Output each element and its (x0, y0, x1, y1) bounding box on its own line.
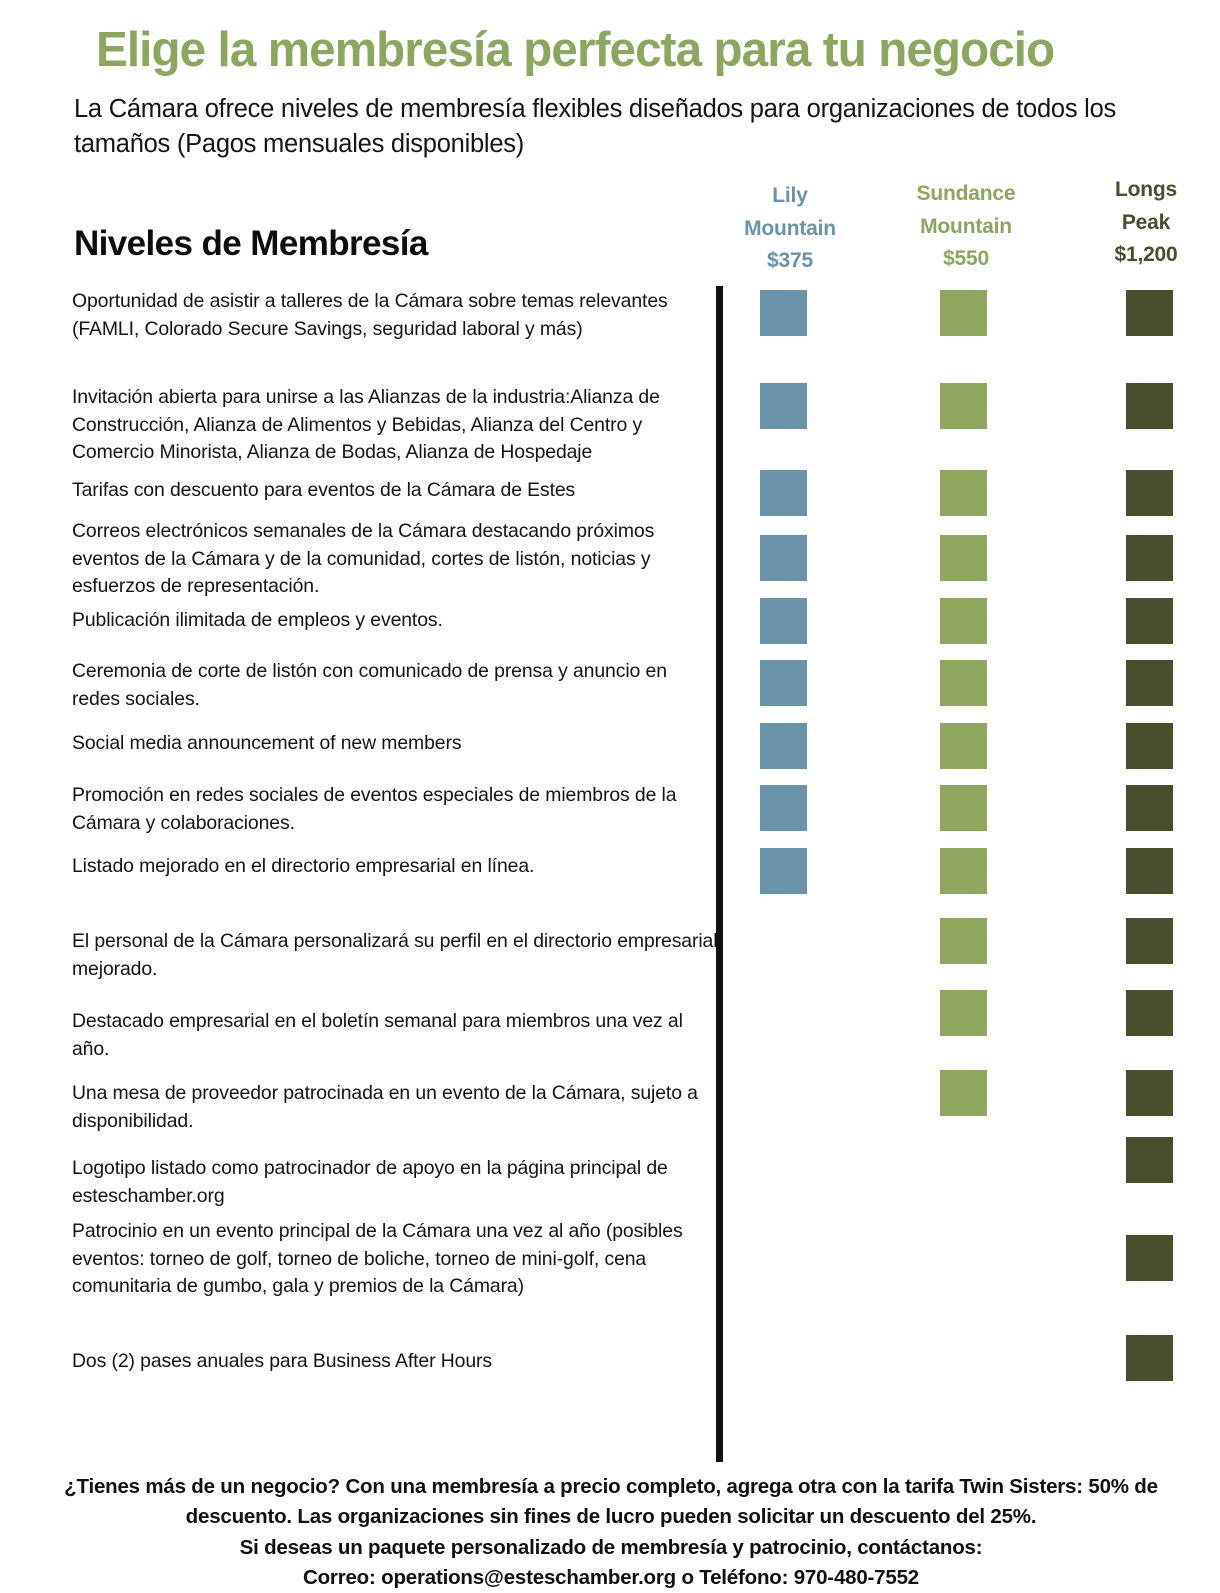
tier-included-swatch-longs-peak (1126, 990, 1173, 1036)
tier-included-swatch-lily-mountain (760, 383, 807, 429)
tier-included-swatch-lily-mountain (760, 660, 807, 706)
tier-included-swatch-longs-peak (1126, 918, 1173, 964)
tier-included-swatch-sundance-mountain (940, 785, 987, 831)
tier-included-swatch-longs-peak (1126, 785, 1173, 831)
tier-included-swatch-longs-peak (1126, 848, 1173, 894)
benefit-row (72, 518, 720, 601)
tier-included-swatch-lily-mountain (760, 470, 807, 516)
benefit-row (72, 782, 720, 837)
benefit-row (72, 1080, 720, 1135)
page-subtitle: La Cámara ofrece niveles de membresía flexibles diseñados para organizaciones de todos los tamaños (Pagos mensuales disponibles) (74, 95, 1117, 158)
benefit-row (72, 477, 720, 505)
tier-included-swatch-longs-peak (1126, 290, 1173, 336)
benefit-row (72, 730, 720, 758)
benefit-text: Oportunidad de asistir a talleres de la Cámara sobre temas relevantes (FAMLI, Colorado Secure Savings, seguridad laboral y más) (72, 290, 668, 340)
tier-included-swatch-sundance-mountain (940, 598, 987, 644)
tier-header-sundance-mountain (888, 178, 1044, 276)
benefit-text: Patrocinio en un evento principal de la Cámara una vez al año (posibles eventos: torneo de golf, torneo de boliche, torneo de mini-golf, cena comunitaria de gumbo, gala y premios de la Cámara) (72, 1220, 683, 1298)
benefit-text: Dos (2) pases anuales para Business After Hours (72, 1350, 492, 1372)
tier-included-swatch-lily-mountain (760, 723, 807, 769)
tier-price: $550 (943, 247, 989, 271)
tier-included-swatch-lily-mountain (760, 848, 807, 894)
tier-included-swatch-longs-peak (1126, 1235, 1173, 1281)
tier-name-line1: Lily (772, 184, 808, 207)
tier-included-swatch-lily-mountain (760, 598, 807, 644)
benefit-text: Promoción en redes sociales de eventos especiales de miembros de la Cámara y colaboraciones. (72, 784, 677, 834)
tier-header-longs-peak (1072, 174, 1220, 272)
tier-included-swatch-sundance-mountain (940, 918, 987, 964)
tier-included-swatch-sundance-mountain (940, 723, 987, 769)
benefit-text: Publicación ilimitada de empleos y eventos. (72, 609, 443, 631)
tier-name-line2: Peak (1121, 210, 1171, 234)
benefit-text: Ceremonia de corte de listón con comunicado de prensa y anuncio en redes sociales. (72, 660, 667, 710)
benefit-row (72, 607, 720, 635)
tier-price: $375 (767, 249, 813, 273)
benefit-text: Logotipo listado como patrocinador de apoyo en la página principal de esteschamber.org (72, 1157, 668, 1207)
tier-included-swatch-longs-peak (1126, 1335, 1173, 1381)
footer-line-2: descuento. Las organizaciones sin fines de lucro pueden solicitar un descuento del 25%. (185, 1505, 1037, 1529)
tier-included-swatch-longs-peak (1126, 383, 1173, 429)
tier-included-swatch-sundance-mountain (940, 535, 987, 581)
tier-header-lily-mountain (716, 180, 864, 278)
benefit-row (72, 1218, 720, 1301)
tier-included-swatch-sundance-mountain (940, 848, 987, 894)
tier-included-swatch-sundance-mountain (940, 660, 987, 706)
page-title: Elige la membresía perfecta para tu negocio (96, 23, 1055, 77)
benefit-row (72, 853, 720, 881)
tier-included-swatch-longs-peak (1126, 1070, 1173, 1116)
footer-note (36, 1472, 1186, 1593)
benefit-text: Listado mejorado en el directorio empresarial en línea. (72, 855, 535, 877)
tier-included-swatch-longs-peak (1126, 535, 1173, 581)
tier-included-swatch-longs-peak (1126, 1137, 1173, 1183)
tier-included-swatch-longs-peak (1126, 598, 1173, 644)
benefit-text: Invitación abierta para unirse a las Alianzas de la industria:Alianza de Construcción, Alianza de Alimentos y Bebidas, Alianza del Centro y Comercio Minorista, Alianza de Bodas, Alianza de Hospedaje (72, 386, 660, 464)
tier-included-swatch-sundance-mountain (940, 990, 987, 1036)
benefit-row (72, 1348, 720, 1376)
tier-included-swatch-lily-mountain (760, 290, 807, 336)
benefit-text: Tarifas con descuento para eventos de la Cámara de Estes (72, 479, 576, 501)
tier-included-swatch-lily-mountain (760, 535, 807, 581)
benefit-text: Correos electrónicos semanales de la Cámara destacando próximos eventos de la Cámara y de la comunidad, cortes de listón, noticias y esfuerzos de representación. (72, 520, 655, 598)
benefit-row (72, 384, 720, 467)
footer-line-3: Si deseas un paquete personalizado de membresía y patrocinio, contáctanos: (239, 1535, 983, 1559)
benefit-row (72, 1155, 720, 1210)
tier-included-swatch-sundance-mountain (940, 290, 987, 336)
tier-name-line2: Mountain (920, 214, 1012, 238)
benefit-text: El personal de la Cámara personalizará su perfil en el directorio empresarial mejorado. (72, 930, 718, 980)
tier-name-line1: Longs (1115, 178, 1177, 201)
benefit-row (72, 1008, 720, 1063)
tier-name-line1: Sundance (916, 182, 1016, 205)
tier-included-swatch-sundance-mountain (940, 383, 987, 429)
benefit-text: Social media announcement of new members (72, 732, 462, 754)
benefit-text: Destacado empresarial en el boletín semanal para miembros una vez al año. (72, 1010, 683, 1060)
levels-heading: Niveles de Membresía (74, 224, 428, 263)
tier-name-line2: Mountain (744, 216, 836, 240)
tier-included-swatch-sundance-mountain (940, 470, 987, 516)
tier-included-swatch-lily-mountain (760, 785, 807, 831)
benefit-row (72, 288, 720, 343)
tier-included-swatch-longs-peak (1126, 660, 1173, 706)
tier-price: $1,200 (1114, 243, 1178, 267)
footer-line-1: ¿Tienes más de un negocio? Con una membresía a precio completo, agrega otra con la tarifa Twin Sisters: 50% de (64, 1475, 1158, 1498)
benefit-row (72, 928, 720, 983)
tier-included-swatch-sundance-mountain (940, 1070, 987, 1116)
tier-included-swatch-longs-peak (1126, 723, 1173, 769)
benefit-row (72, 658, 720, 713)
tier-included-swatch-longs-peak (1126, 470, 1173, 516)
footer-line-4: Correo: operations@esteschamber.org o Teléfono: 970-480-7552 (303, 1565, 919, 1589)
benefit-text: Una mesa de proveedor patrocinada en un evento de la Cámara, sujeto a disponibilidad. (72, 1082, 698, 1132)
